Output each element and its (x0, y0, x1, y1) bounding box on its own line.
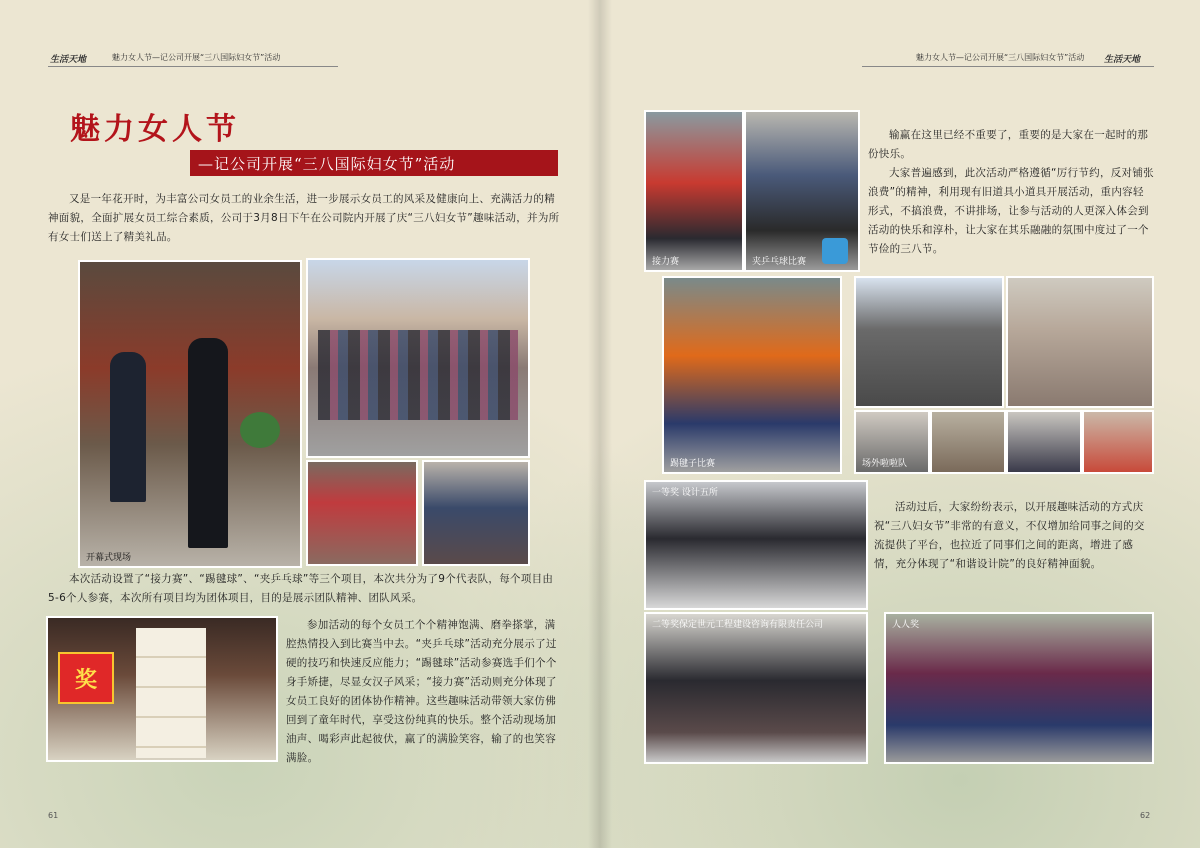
caption-pingpong: 夹乒乓球比赛 (752, 257, 807, 267)
photo-cheer-3 (1006, 410, 1082, 474)
right-page (600, 0, 1200, 848)
caption-everyone-prize: 人人奖 (892, 620, 920, 630)
header-rule-right (862, 66, 1154, 67)
caption-opening: 开幕式现场 (86, 553, 132, 563)
speaker-silhouette (188, 338, 228, 548)
photo-second-prize (644, 612, 868, 764)
brand-logo-right: 生活天地 (1104, 55, 1141, 65)
crowd-figures (318, 330, 518, 420)
intro-paragraph: 又是一年花开时，为丰富公司女员工的业余生活，进一步展示女员工的风采及健康向上、充满活力的精神面貌，全面扩展女员工综合素质，公司于3月8日下午在公司院内开展了庆“三八妇女节”趣味活动，并为所有女士们送上了精美礼品。 (48, 193, 560, 243)
events-paragraph: 本次活动设置了“接力赛”、“踢毽球”、“夹乒乓球”等三个项目，本次共分为了9个代表队，每个项目由5-6个人参赛，本次所有项目均为团体项目，目的是展示团队精神、团队风采。 (48, 573, 554, 604)
photo-building-2 (1006, 276, 1154, 408)
caption-second-prize: 二等奖保定世元工程建设咨询有限责任公司 (652, 620, 824, 630)
page-number-left: 61 (48, 811, 59, 820)
photo-shuttlecock (662, 276, 842, 474)
photo-building-1 (854, 276, 1004, 408)
prize-badge-text: 奖 (74, 666, 97, 693)
photo-game-2 (422, 460, 530, 566)
photo-opening-ceremony (78, 260, 302, 568)
page-number-right: 62 (1140, 811, 1151, 820)
feeling-paragraph: 大家普遍感到，此次活动严格遵循“厉行节约，反对铺张浪费”的精神，利用现有旧道具小道具开展活动，重内容轻形式，不搞浪费，不讲排场，让参与活动的人更深入体会到活动的快乐和淳朴，让大家在其乐融融的氛围中度过了一个节俭的三八节。 (868, 167, 1154, 255)
photo-crowd (306, 258, 530, 458)
photo-cheer-2 (930, 410, 1006, 474)
caption-relay: 接力赛 (652, 257, 680, 267)
participation-paragraph: 参加活动的每个女员工个个精神饱满、磨拳搽掌，满腔热情投入到比赛当中去。“夹乒乓球”活动充分展示了过硬的技巧和快速反应能力；“踢毽球”活动参赛选手们个个身手矫捷，尽显女汉子风采；“接力赛”活动则充分体现了女员工良好的团体协作精神。这些趣味活动带领大家仿佛回到了童年时代，享受这份纯真的快乐。整个活动现场加油声、喝彩声此起彼伏，赢了的满脸笑容，输了的也笑容满脸。 (286, 619, 557, 764)
brand-logo: 生活天地 (50, 55, 87, 65)
running-title-right: 魅力女人节—记公司开展“三八国际妇女节”活动 (916, 53, 1085, 62)
gift-stack (136, 628, 206, 758)
header-rule (48, 66, 338, 67)
article-subtitle: —记公司开展“三八国际妇女节”活动 (198, 155, 456, 173)
photo-gift-boxes (46, 616, 278, 762)
photo-first-prize (644, 480, 868, 610)
photo-pingpong (744, 110, 860, 272)
caption-shuttlecock: 踢毽子比赛 (670, 459, 716, 469)
person-silhouette (110, 352, 146, 502)
running-title: 魅力女人节—记公司开展“三八国际妇女节”活动 (112, 53, 281, 62)
photo-everyone-prize (884, 612, 1154, 764)
photo-relay (644, 110, 744, 272)
after-paragraph: 活动过后，大家纷纷表示，以开展趣味活动的方式庆祝“三八妇女节”非常的有意义，不仅增加给同事之间的交流提供了平台，也拉近了同事们之间的距离，增进了感情，充分体现了“和谐设计院”的良好精神面貌。 (874, 501, 1145, 570)
blue-bucket (822, 238, 848, 264)
plant-pot (240, 412, 280, 448)
photo-game-1 (306, 460, 418, 566)
photo-cheer-1 (854, 410, 930, 474)
photo-cheer-4 (1082, 410, 1154, 474)
caption-cheer: 场外啦啦队 (862, 459, 908, 469)
caption-first-prize: 一等奖 设计五所 (652, 488, 718, 498)
result-paragraph: 输赢在这里已经不重要了，重要的是大家在一起时的那份快乐。 (868, 129, 1149, 160)
article-title: 魅力女人节 (70, 112, 240, 147)
prize-badge (58, 652, 114, 704)
